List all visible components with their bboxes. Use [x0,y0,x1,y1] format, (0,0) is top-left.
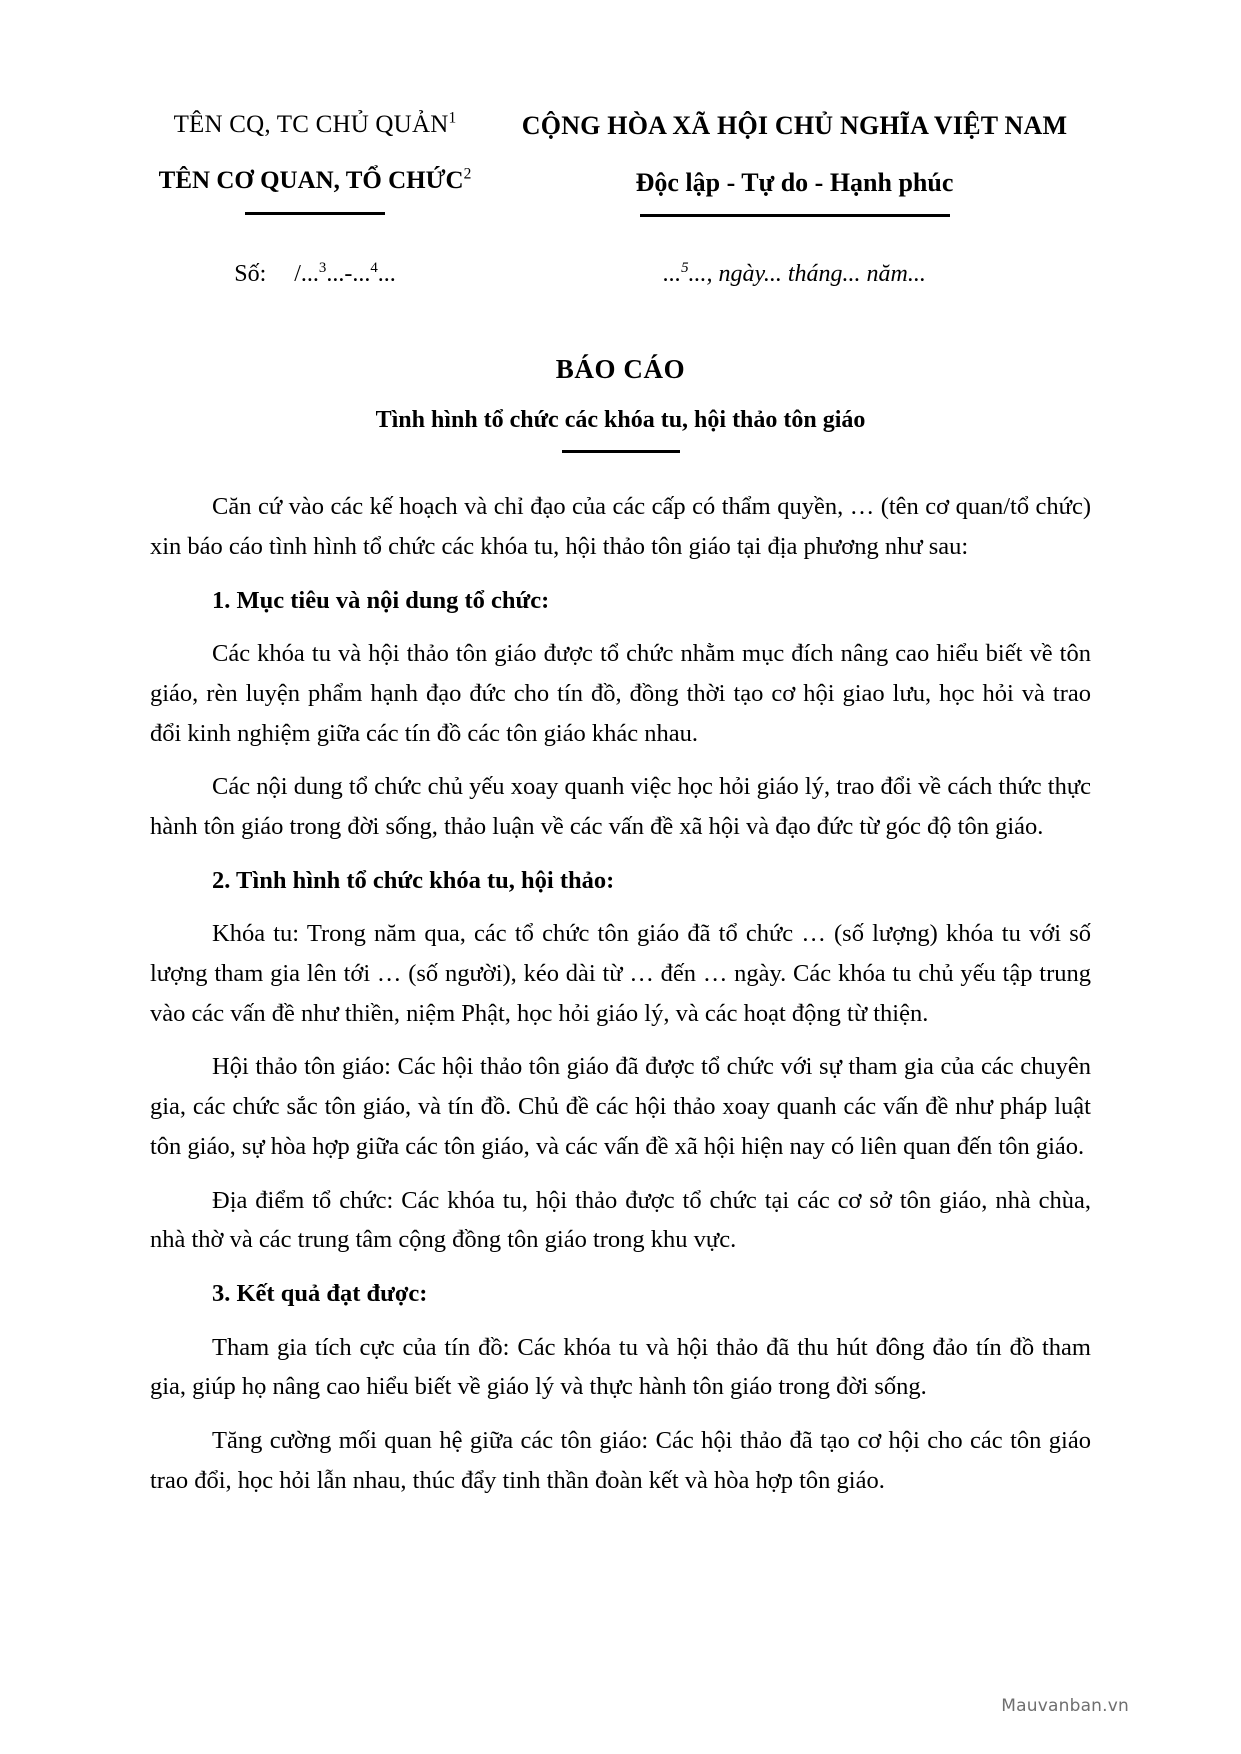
header-left-divider [245,212,385,215]
document-date-prefix: ... [663,261,682,288]
document-number [150,261,480,288]
issuing-org-text: TÊN CƠ QUAN, TỔ CHỨC [158,166,464,194]
header-right-divider [640,214,950,217]
document-body [0,487,1241,1500]
document-number-value-a: /... [294,261,319,288]
document-number-value-c: ... [377,261,396,288]
document-title-block [0,354,1241,453]
footer-watermark: Mauvanban.vn [1001,1696,1129,1716]
body-paragraph: Địa điểm tổ chức: Các khóa tu, hội thảo được tổ chức tại các cơ sở tôn giáo, nhà chùa, nhà thờ và các trung tâm cộng đồng tôn giáo trong khu vực. [150,1186,1091,1254]
document-meta-row [0,217,1241,288]
issuing-parent-org-label [150,108,480,142]
section-heading: 2. Tình hình tổ chức khóa tu, hội thảo: [212,866,615,894]
footnote-marker-3: 3 [318,260,327,277]
body-paragraph: Khóa tu: Trong năm qua, các tổ chức tôn giáo đã tổ chức … (số lượng) khóa tu với số lượng tham gia lên tới … (số người), kéo dài từ … đến … ngày. Các khóa tu chủ yếu tập trung vào các vấn đề như thiền, niệm Phật, học hỏi giáo lý, và các hoạt động từ thiện. [150,920,1091,1027]
header-left-block [150,108,480,215]
page-subtitle: Tình hình tổ chức các khóa tu, hội thảo tôn giáo [375,407,866,434]
footnote-marker-2: 2 [463,165,472,183]
issuing-org-label [150,164,480,198]
page-title: BÁO CÁO [555,354,686,385]
footnote-marker-1: 1 [448,109,457,127]
section-heading: 3. Kết quả đạt được: [212,1279,428,1307]
document-number-value-b: ...-... [326,261,371,288]
body-paragraph: Căn cứ vào các kế hoạch và chỉ đạo của các cấp có thẩm quyền, … (tên cơ quan/tổ chức) xin báo cáo tình hình tổ chức các khóa tu, hội thảo tôn giáo tại địa phương như sau: [150,493,1091,560]
section-heading: 1. Mục tiêu và nội dung tổ chức: [212,586,550,614]
body-paragraph: Tham gia tích cực của tín đồ: Các khóa tu và hội thảo đã thu hút đông đảo tín đồ tham gia, giúp họ nâng cao hiểu biết về giáo lý và thực hành tôn giáo trong đời sống. [150,1333,1091,1401]
document-date [480,261,1091,288]
document-date-value: ..., ngày... tháng... năm... [688,261,926,288]
issuing-parent-org-text: TÊN CQ, TC CHỦ QUẢN [173,111,449,138]
body-paragraph: Hội thảo tôn giáo: Các hội thảo tôn giáo đã được tổ chức với sự tham gia của các chuyên gia, các chức sắc tôn giáo, và tín đồ. Chủ đề các hội thảo xoay quanh các vấn đề như pháp luật tôn giáo, sự hòa hợp giữa các tôn giáo, và các vấn đề xã hội hiện nay có liên quan đến tôn giáo. [150,1053,1091,1160]
document-header [0,0,1241,217]
title-divider [562,450,680,453]
document-number-label: Số: [234,261,267,288]
national-motto: Độc lập - Tự do - Hạnh phúc [635,168,954,198]
footnote-marker-5: 5 [681,260,689,277]
header-right-block [480,108,1091,217]
body-paragraph: Các nội dung tổ chức chủ yếu xoay quanh việc học hỏi giáo lý, trao đổi về cách thức thực hành tôn giáo trong đời sống, thảo luận về các vấn đề xã hội và đạo đức từ góc độ tôn giáo. [150,773,1091,840]
national-title: CỘNG HÒA XÃ HỘI CHỦ NGHĨA VIỆT NAM [521,111,1068,140]
body-paragraph: Tăng cường mối quan hệ giữa các tôn giáo: Các hội thảo đã tạo cơ hội cho các tôn giáo trao đổi, học hỏi lẫn nhau, thúc đẩy tinh thần đoàn kết và hòa hợp tôn giáo. [150,1426,1091,1494]
footnote-marker-4: 4 [370,260,378,277]
body-paragraph: Các khóa tu và hội thảo tôn giáo được tổ chức nhằm mục đích nâng cao hiểu biết về tôn giáo, rèn luyện phẩm hạnh đạo đức cho tín đồ, đồng thời tạo cơ hội giao lưu, học hỏi và trao đổi kinh nghiệm giữa các tín đồ các tôn giáo khác nhau. [150,640,1091,747]
